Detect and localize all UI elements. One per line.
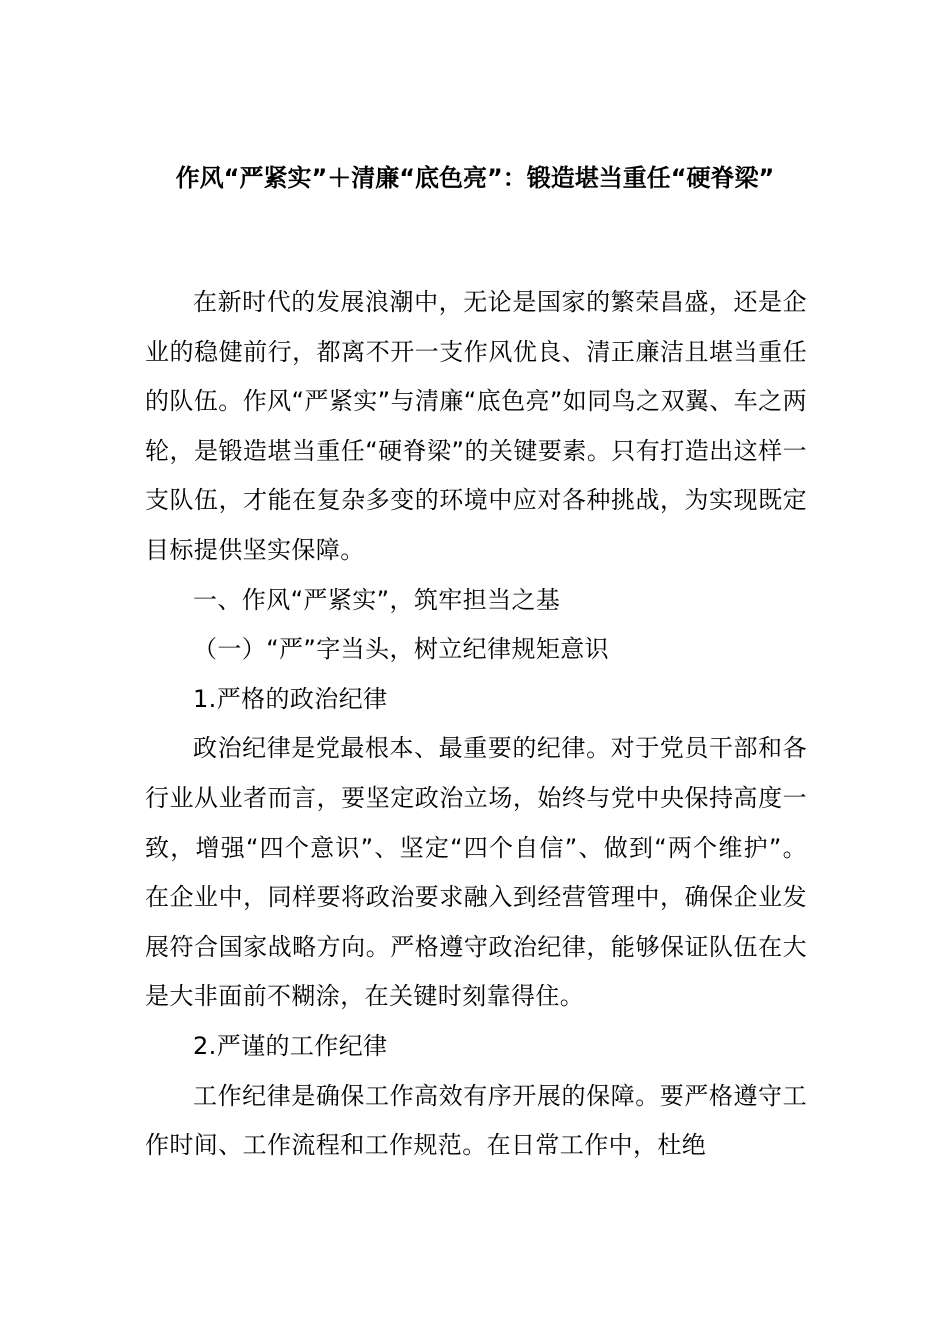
document-body (145, 278, 807, 1171)
section-heading-1: 一、作风“严紧实”，筑牢担当之基 (193, 585, 561, 614)
subsection-heading-1: （一）“严”字当头，树立纪律规矩意识 (193, 635, 610, 664)
paragraph-work-discipline: 工作纪律是确保工作高效有序开展的保障。要严格遵守工作时间、工作流程和工作规范。在日常工作中，杜绝 (145, 1081, 807, 1160)
paragraph-political-discipline: 政治纪律是党最根本、最重要的纪律。对于党员干部和各行业从业者而言，要坚定政治立场，始终与党中央保持高度一致，增强“四个意识”、坚定“四个自信”、做到“两个维护”。在企业中，同样要将政治要求融入到经营管理中，确保企业发展符合国家战略方向。严格遵守政治纪律，能够保证队伍在大是大非面前不糊涂，在关键时刻靠得住。 (145, 734, 807, 1011)
paragraph-intro: 在新时代的发展浪潮中，无论是国家的繁荣昌盛，还是企业的稳健前行，都离不开一支作风优良、清正廉洁且堪当重任的队伍。作风“严紧实”与清廉“底色亮”如同鸟之双翼、车之两轮，是锻造堪当重任“硬脊梁”的关键要素。只有打造出这样一支队伍，才能在复杂多变的环境中应对各种挑战，为实现既定目标提供坚实保障。 (145, 288, 807, 564)
document-title: 作风“严紧实”＋清廉“底色亮”：锻造堪当重任“硬脊梁” (175, 164, 775, 192)
item-heading-1: 1.严格的政治纪律 (193, 684, 388, 713)
item-heading-2: 2.严谨的工作纪律 (193, 1031, 388, 1060)
